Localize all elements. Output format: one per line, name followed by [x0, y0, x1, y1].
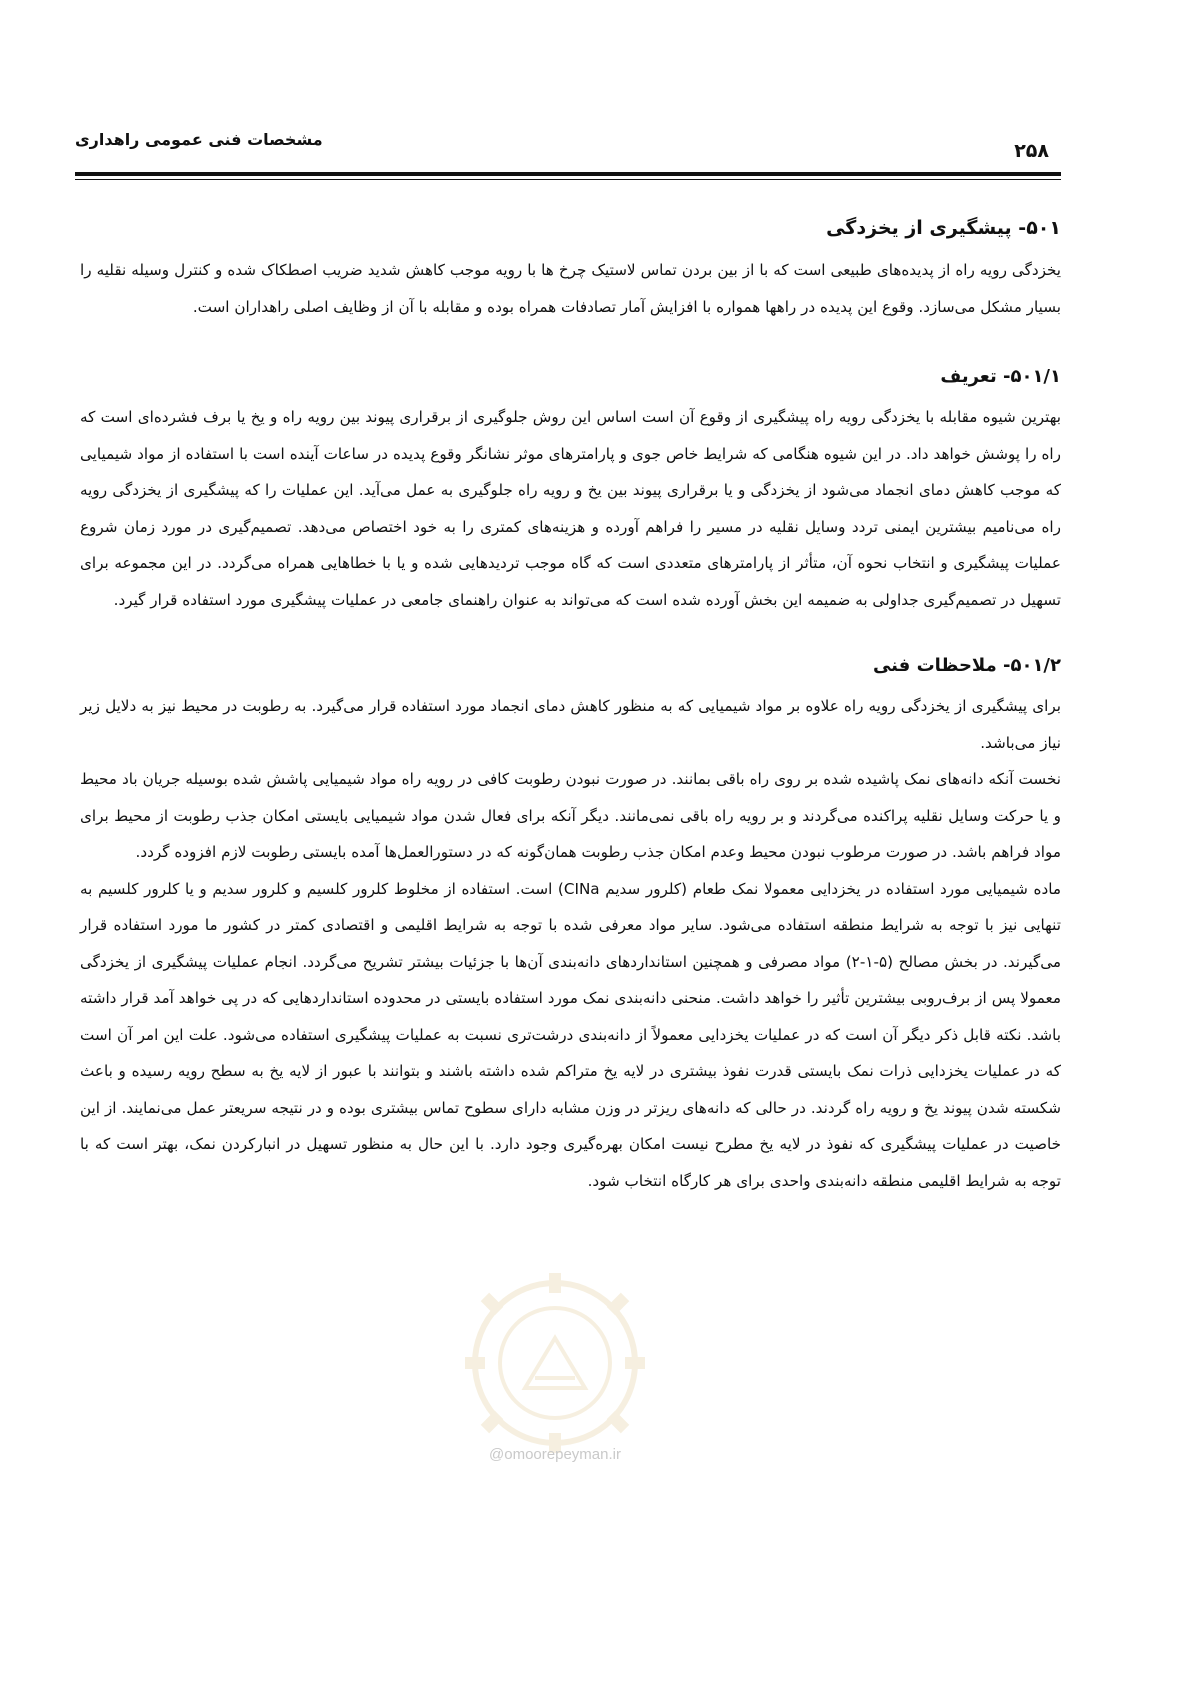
subsection-heading-definition: ۵۰۱/۱- تعریف	[940, 366, 1061, 387]
header-rule-thick	[75, 172, 1061, 176]
spacer	[80, 325, 1061, 359]
running-header-title: مشخصات فنی عمومی راهداری	[75, 130, 323, 149]
subsection-heading-technical-notes: ۵۰۱/۲- ملاحظات فنی	[872, 655, 1061, 676]
spacer	[80, 618, 1061, 648]
watermark-logo	[455, 1268, 655, 1458]
watermark-url: @omoorepeyman.ir	[489, 1446, 621, 1463]
header-rule-thin	[75, 179, 1061, 180]
technical-notes-paragraph-2: نخست آنکه دانه‌های نمک پاشیده شده بر روی راه باقی بمانند. در صورت نبودن رطوبت کافی در رویه راه مواد شیمیایی پاشش شده بوسیله جریان باد محیط و یا حرکت وسایل نقلیه پراکنده می‌گردند و بر رویه راه باقی نمی‌مانند. دیگر آنکه برای فعال شدن مواد شیمیایی بایستی امکان جذب رطوبت از محیط برای مواد فراهم باشد. در صورت مرطوب نبودن محیط وعدم امکان جذب رطوبت همان‌گونه که در دستورالعمل‌ها آمده بایستی رطوبت لازم افزوده گردد.	[80, 770, 1061, 861]
technical-notes-paragraph-3: ماده شیمیایی مورد استفاده در یخزدایی معمولا نمک طعام (کلرور سدیم CINa) است. استفاده از مخلوط کلرور کلسیم و کلرور سدیم و یا کلرور کلسیم به تنهایی نیز با توجه به شرایط منطقه استفاده می‌شود. سایر مواد معرفی شده با توجه به شرایط اقلیمی و اقتصادی کمتر در کشور ما مورد استفاده قرار می‌گیرند. در بخش مصالح (۵-۱-۲) مواد مصرفی و همچنین استانداردهای دانه‌بندی آن‌ها با جزئیات بیشتر تشریح می‌گردد. انجام عملیات پیشگیری از یخزدگی معمولا پس از برف‌روبی بیشترین تأثیر را خواهد داشت. منحنی دانه‌بندی نمک مورد استفاده بایستی در محدوده استانداردهایی که در پی خواهد آمد قرار داشته باشد. نکته قابل ذکر دیگر آن است که در عملیات یخزدایی معمولاً از دانه‌بندی درشت‌تری نسبت به عملیات پیشگیری استفاده می‌شود. علت این امر آن است که در عملیات یخزدایی ذرات نمک بایستی قدرت نفوذ بیشتری در لایه یخ متراکم شده داشته باشند و بتوانند با عبور از لایه یخ به سطح رویه رسیده و باعث شکسته شدن پیوند یخ و رویه راه گردند. در حالی که دانه‌های ریزتر در وزن مشابه دارای سطوح تماس بیشتری بوده و در نتیجه سریعتر عمل می‌نمایند. از این خاصیت در عملیات پیشگیری که نفوذ در لایه یخ مطرح نیست امکان بهره‌گیری وجود دارد. با این حال به منظور تسهیل در انبارکردن نمک، بهتر است که با توجه به شرایط اقلیمی منطقه دانه‌بندی واحدی برای هر کارگاه انتخاب شود.	[80, 879, 1061, 1190]
definition-paragraph: بهترین شیوه مقابله با یخزدگی رویه راه پیشگیری از وقوع آن است اساس این روش جلوگیری از برقراری پیوند بین رویه راه و یخ یا برف فشرده‌ای است که راه را پوشش خواهد داد. در این شیوه هنگامی که شرایط خاص جوی و پارامترهای موثر نشانگر وقوع پدیده در ساعات آینده است با استفاده از مواد شیمیایی که موجب کاهش دمای انجماد می‌شود از یخزدگی و یا برقراری پیوند بین یخ و رویه راه جلوگیری به عمل می‌آید. این عملیات را که پیشگیری از یخزدگی رویه راه می‌نامیم بیشترین ایمنی تردد وسایل نقلیه در مسیر را فراهم آورده و هزینه‌های کمتری را به خود اختصاص می‌دهد. تصمیم‌گیری در مورد زمان شروع عملیات پیشگیری و انتخاب نحوه آن، متأثر از پارامترهای متعددی است که گاه موجب تردیدهایی شده و یا با خطاهایی همراه می‌گردد. در این مجموعه برای تسهیل در تصمیم‌گیری جداولی به ضمیمه این بخش آورده شده است که می‌تواند به عنوان راهنمای جامعی در عملیات پیشگیری مورد استفاده قرار گیرد.	[80, 408, 1061, 609]
section-heading: ۵۰۱- پیشگیری از یخزدگی	[826, 217, 1061, 239]
page-body	[80, 210, 1061, 1199]
page-number: ۲۵۸	[1014, 140, 1049, 162]
technical-notes-paragraph-1: برای پیشگیری از یخزدگی رویه راه علاوه بر مواد شیمیایی که به منظور کاهش دمای انجماد مورد استفاده قرار می‌گیرد. به رطوبت در محیط نیز به دلایل زیر نیاز می‌باشد.	[80, 697, 1061, 752]
section-intro-paragraph: یخزدگی رویه راه از پدیده‌های طبیعی است که با از بین بردن تماس لاستیک چرخ ها با رویه موجب کاهش شدید ضریب اصطکاک شده و کنترل وسیله نقلیه را بسیار مشکل می‌سازد. وقوع این پدیده در راهها همواره با افزایش آمار تصادفات همراه بوده و مقابله با آن از وظایف اصلی راهداران است.	[80, 261, 1061, 316]
